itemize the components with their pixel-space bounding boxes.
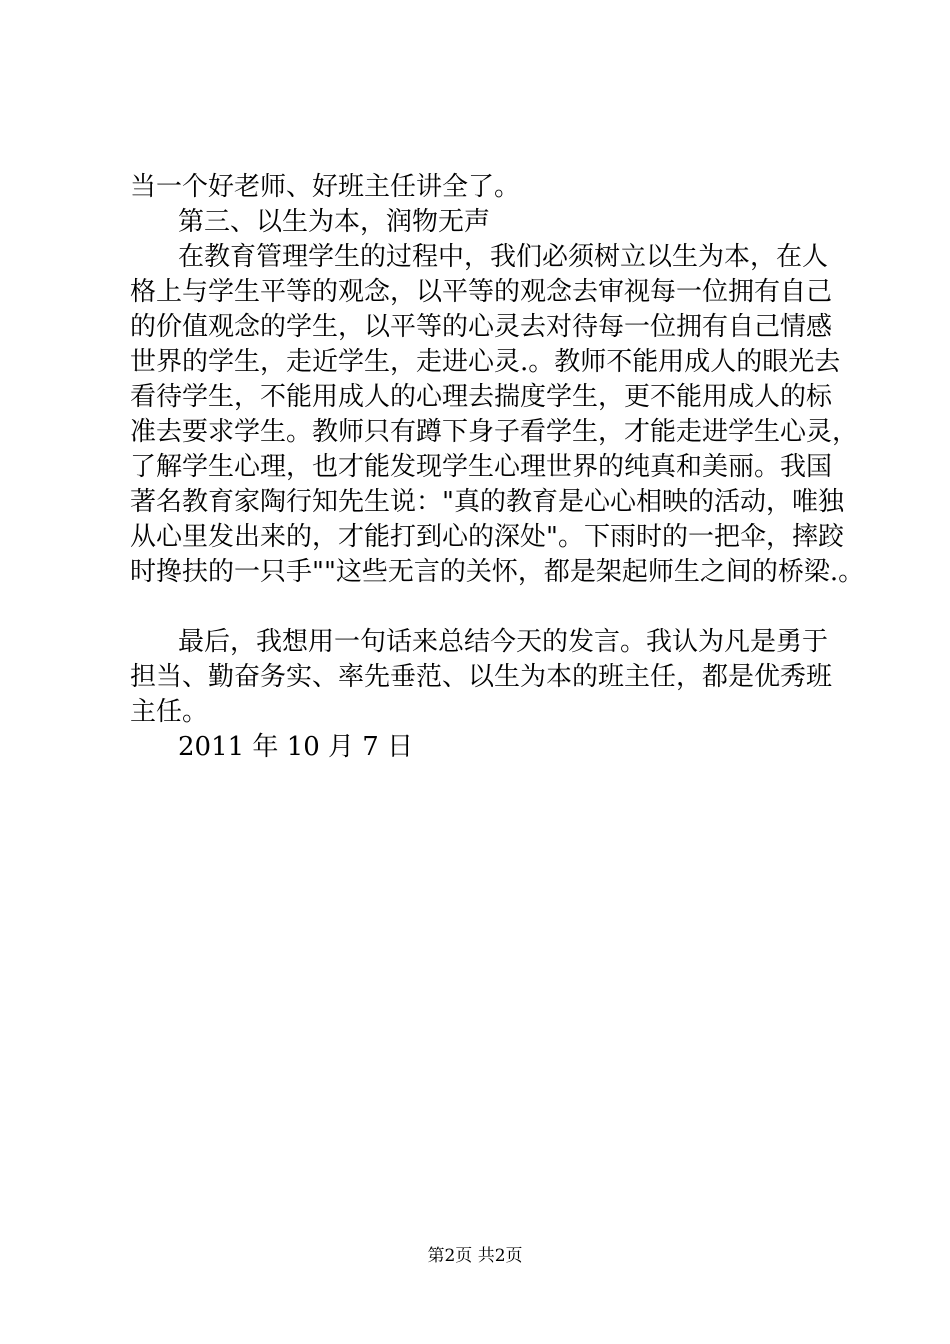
paragraph-line: 看待学生，不能用成人的心理去揣度学生，更不能用成人的标 bbox=[130, 382, 833, 412]
paragraph-line: 了解学生心理，也才能发现学生心理世界的纯真和美丽。我国 bbox=[130, 452, 833, 482]
paragraph-line: 格上与学生平等的观念，以平等的观念去审视每一位拥有自己 bbox=[130, 277, 833, 307]
paragraph-line: 准去要求学生。教师只有蹲下身子看学生，才能走进学生心灵， bbox=[130, 417, 859, 447]
paragraph-line: 最后，我想用一句话来总结今天的发言。我认为凡是勇于 bbox=[178, 627, 829, 657]
document-body bbox=[130, 170, 865, 765]
document-date: 2011 年 10 月 7 日 bbox=[178, 732, 414, 762]
blank-line bbox=[130, 590, 830, 625]
paragraph-line: 主任。 bbox=[130, 697, 209, 727]
paragraph-line: 在教育管理学生的过程中，我们必须树立以生为本，在人 bbox=[178, 242, 829, 272]
paragraph-line: 时搀扶的一只手""这些无言的关怀，都是架起师生之间的桥梁.。 bbox=[130, 557, 865, 587]
paragraph-line: 的价值观念的学生，以平等的心灵去对待每一位拥有自己情感 bbox=[130, 312, 833, 342]
section-heading: 第三、以生为本，润物无声 bbox=[178, 207, 491, 237]
page-footer: 第2页 共2页 bbox=[427, 1246, 523, 1266]
paragraph-line: 著名教育家陶行知先生说："真的教育是心心相映的活动，唯独 bbox=[130, 487, 844, 517]
paragraph-line: 从心里发出来的，才能打到心的深处"。下雨时的一把伞，摔跤 bbox=[130, 522, 844, 552]
paragraph-line: 世界的学生，走近学生，走进心灵.。教师不能用成人的眼光去 bbox=[130, 347, 841, 377]
paragraph-line: 担当、勤奋务实、率先垂范、以生为本的班主任，都是优秀班 bbox=[130, 662, 833, 692]
paragraph-line: 当一个好老师、好班主任讲全了。 bbox=[130, 172, 521, 202]
